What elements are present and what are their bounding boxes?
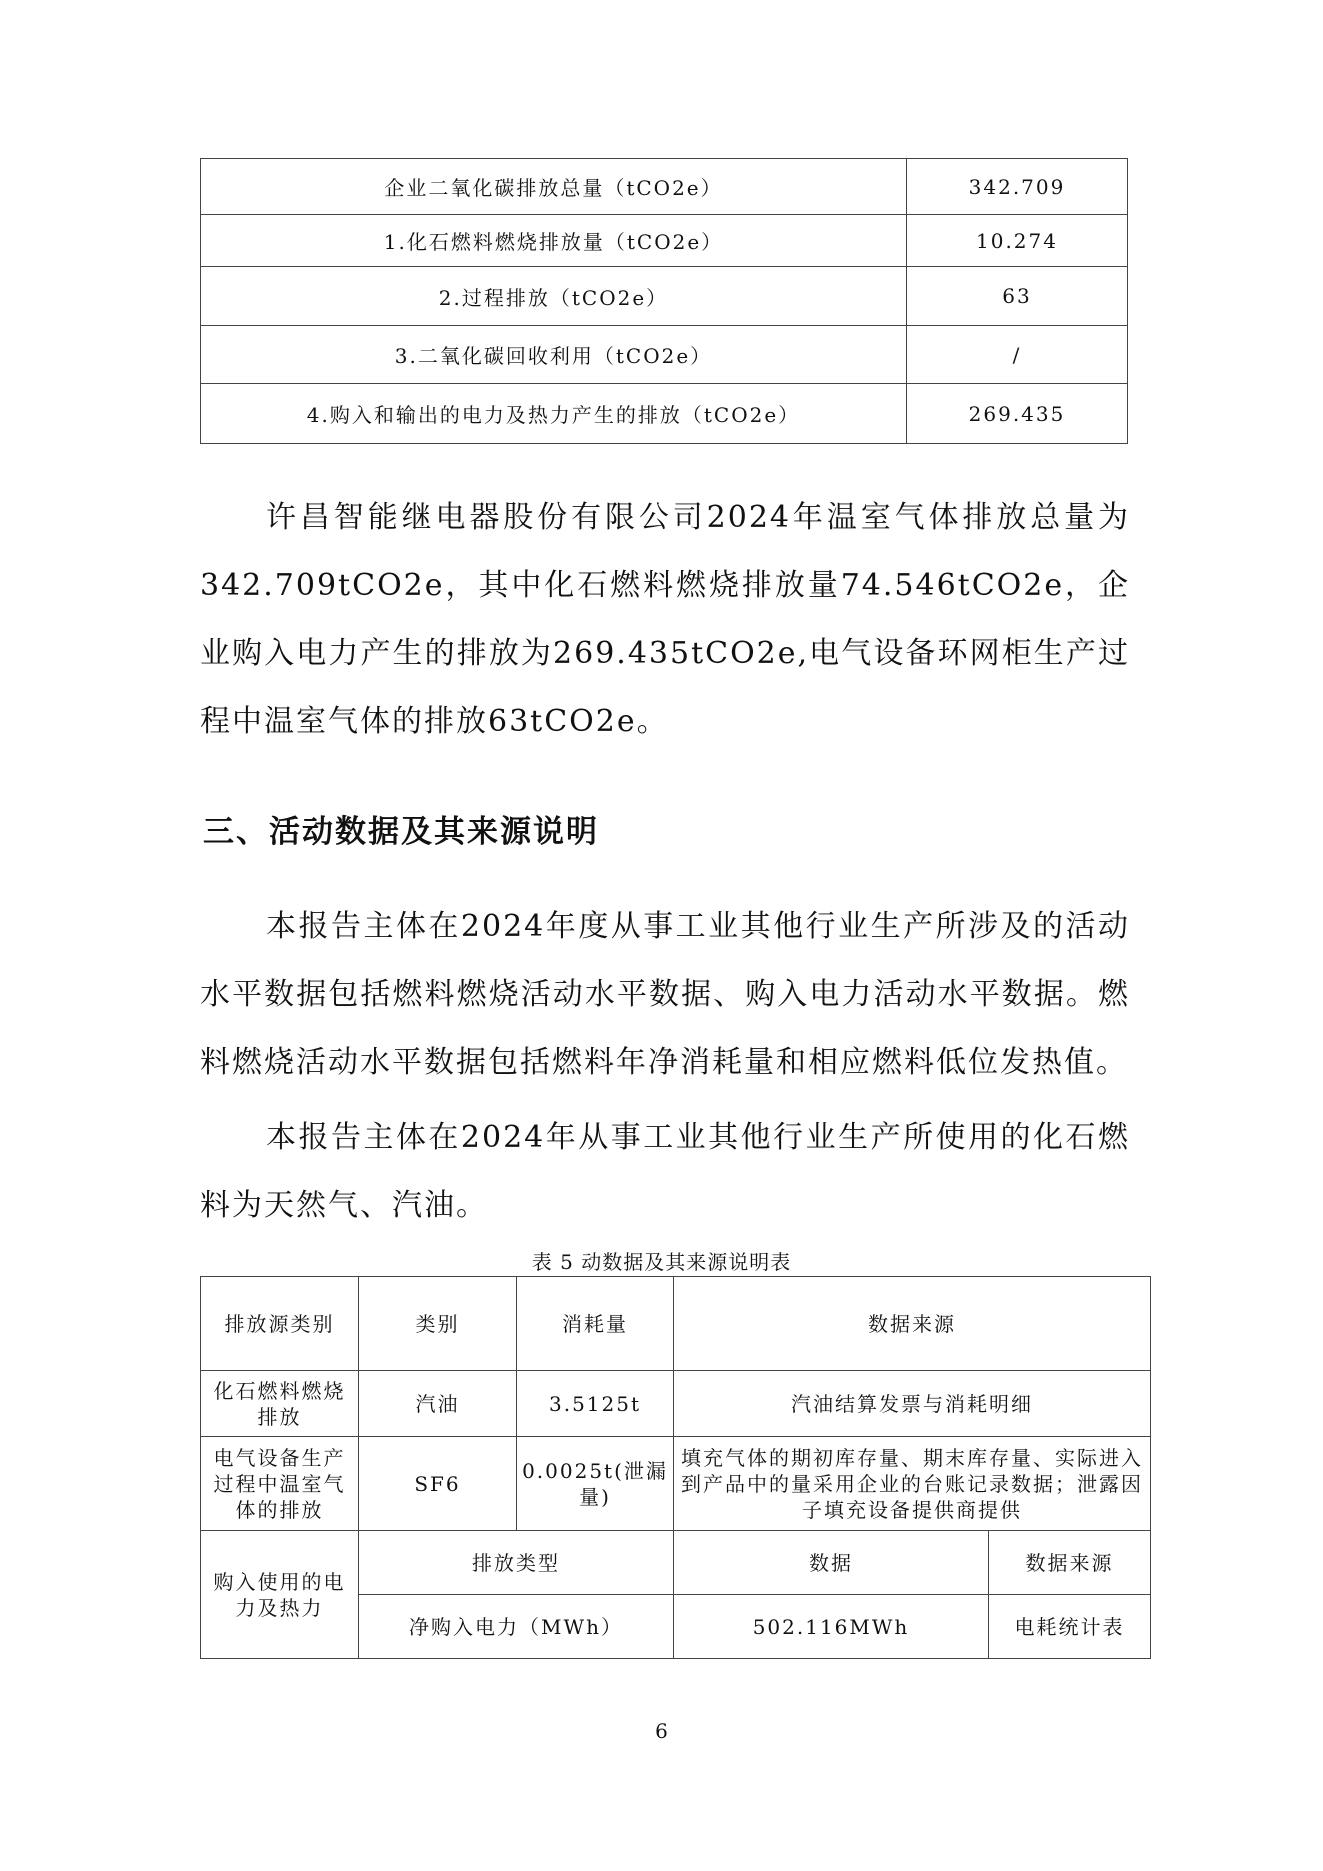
table-row (201, 215, 1128, 267)
row-label: 2.过程排放（tCO2e） (201, 267, 907, 326)
header-source-type: 排放源类别 (201, 1277, 359, 1371)
electricity-header-data-source: 数据来源 (989, 1531, 1151, 1595)
row-label: 3.二氧化碳回收利用（tCO2e） (201, 326, 907, 384)
table-row (201, 1531, 1151, 1595)
fossil-data-source: 汽油结算发票与消耗明细 (674, 1371, 1151, 1437)
electricity-data: 502.116MWh (674, 1595, 989, 1659)
table-caption: 表 5 动数据及其来源说明表 (531, 1250, 792, 1274)
table-row (201, 159, 1128, 215)
process-category: SF6 (359, 1437, 517, 1531)
summary-paragraph: 许昌智能继电器股份有限公司2024年温室气体排放总量为342.709tCO2e，其中化石燃料燃烧排放量74.546tCO2e，企业购入电力产生的排放为269.435tCO2e,电气设备环网柜生产过程中温室气体的排放63tCO2e。 (200, 500, 1130, 739)
row-value: 269.435 (907, 384, 1128, 444)
electricity-data-source: 电耗统计表 (989, 1595, 1151, 1659)
section-heading: 三、活动数据及其来源说明 (203, 814, 599, 850)
row-value: 342.709 (907, 159, 1128, 215)
emissions-summary-table (200, 158, 1128, 444)
row-label: 1.化石燃料燃烧排放量（tCO2e） (201, 215, 907, 267)
table-row (201, 1371, 1151, 1437)
row-value: / (907, 326, 1128, 384)
electricity-header-data: 数据 (674, 1531, 989, 1595)
row-label: 4.购入和输出的电力及热力产生的排放（tCO2e） (201, 384, 907, 444)
process-data-source: 填充气体的期初库存量、期末库存量、实际进入到产品中的量采用企业的台账记录数据；泄露因子填充设备提供商提供 (674, 1437, 1151, 1531)
table-row (201, 1437, 1151, 1531)
fossil-consumption: 3.5125t (517, 1371, 674, 1437)
process-consumption: 0.0025t(泄漏量) (517, 1437, 674, 1531)
electricity-header-emission-type: 排放类型 (359, 1531, 674, 1595)
fuel-paragraph: 本报告主体在2024年从事工业其他行业生产所使用的化石燃料为天然气、汽油。 (200, 1120, 1130, 1223)
fossil-source-type: 化石燃料燃烧排放 (201, 1371, 359, 1437)
row-label: 企业二氧化碳排放总量（tCO2e） (201, 159, 907, 215)
header-category: 类别 (359, 1277, 517, 1371)
electricity-emission-type: 净购入电力（MWh） (359, 1595, 674, 1659)
table-header-row (201, 1277, 1151, 1371)
page-number: 6 (655, 1719, 668, 1743)
fossil-category: 汽油 (359, 1371, 517, 1437)
activity-data-table (200, 1276, 1151, 1659)
header-consumption: 消耗量 (517, 1277, 674, 1371)
activity-data-paragraph: 本报告主体在2024年度从事工业其他行业生产所涉及的活动水平数据包括燃料燃烧活动水平数据、购入电力活动水平数据。燃料燃烧活动水平数据包括燃料年净消耗量和相应燃料低位发热值。 (200, 909, 1130, 1080)
table-row (201, 384, 1128, 444)
process-source-type: 电气设备生产过程中温室气体的排放 (201, 1437, 359, 1531)
table-row (201, 267, 1128, 326)
table-row (201, 326, 1128, 384)
header-data-source: 数据来源 (674, 1277, 1151, 1371)
row-value: 10.274 (907, 215, 1128, 267)
electricity-source-type: 购入使用的电力及热力 (201, 1531, 359, 1659)
row-value: 63 (907, 267, 1128, 326)
